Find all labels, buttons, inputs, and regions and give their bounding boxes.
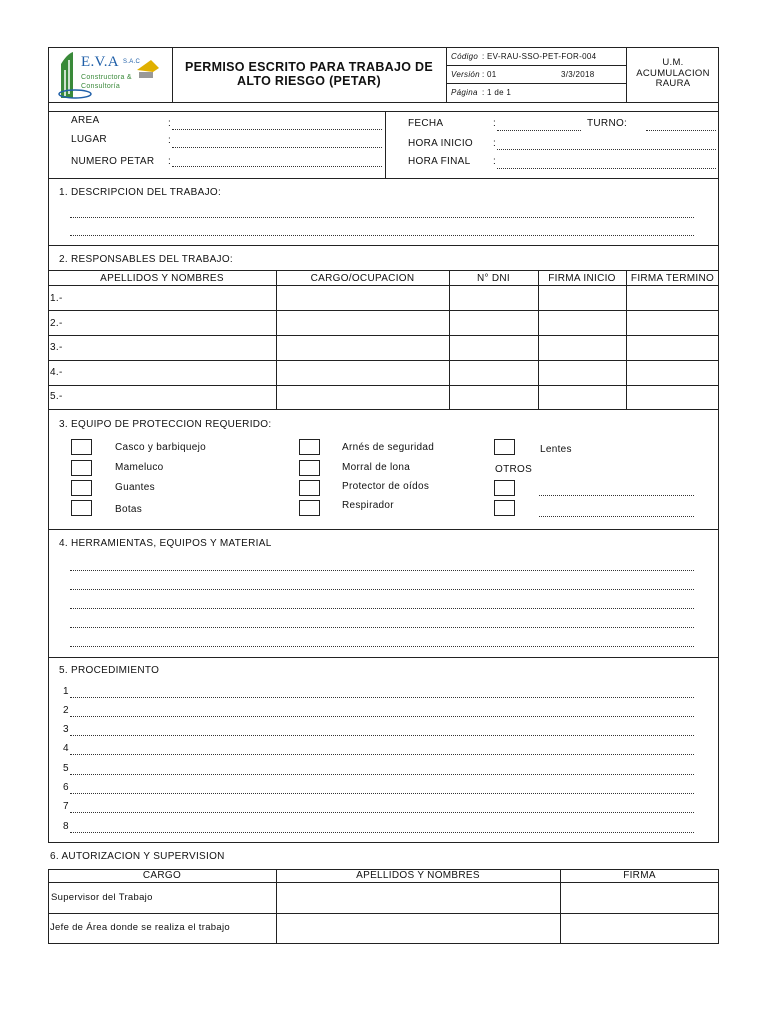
step-number: 7 <box>63 801 69 812</box>
checkbox-respirador[interactable] <box>299 500 320 516</box>
step-line[interactable] <box>70 774 694 775</box>
herramientas-line-1[interactable] <box>70 570 694 571</box>
version-date: 3/3/2018 <box>561 70 595 79</box>
logo-sub2: Consultoría <box>81 83 121 90</box>
herramientas-line-3[interactable] <box>70 608 694 609</box>
unit-line1: U.M. <box>662 57 684 68</box>
table-row[interactable]: 1.- <box>50 293 63 304</box>
checkbox-morral[interactable] <box>299 460 320 476</box>
hora-final-label: HORA FINAL <box>408 156 471 167</box>
fecha-colon: : <box>493 118 497 129</box>
lugar-colon: : <box>168 135 172 146</box>
section4-title: 4. HERRAMIENTAS, EQUIPOS Y MATERIAL <box>59 538 272 549</box>
resp-col-cargo: CARGO/OCUPACION <box>310 273 415 284</box>
label-arnes: Arnés de seguridad <box>342 442 435 453</box>
turno-field[interactable] <box>646 130 716 131</box>
unit-block <box>627 58 719 90</box>
label-morral: Morral de lona <box>342 462 411 473</box>
pagina-value: : 1 de 1 <box>482 88 512 97</box>
checkbox-otros-2[interactable] <box>494 500 515 516</box>
table-row[interactable]: 4.- <box>50 367 63 378</box>
otros-field-2[interactable] <box>539 516 694 517</box>
area-colon: : <box>168 118 172 129</box>
table-row[interactable]: 5.- <box>50 391 63 402</box>
form-title-line2: ALTO RIESGO (PETAR) <box>237 74 381 88</box>
form-title <box>176 60 442 88</box>
step-number: 8 <box>63 821 69 832</box>
version-label: Versión <box>451 70 480 79</box>
numero-petar-colon: : <box>168 156 172 167</box>
numero-petar-field[interactable] <box>172 166 382 167</box>
step-line[interactable] <box>70 697 694 698</box>
area-field[interactable] <box>172 129 382 130</box>
herramientas-line-4[interactable] <box>70 627 694 628</box>
step-number: 6 <box>63 782 69 793</box>
numero-petar-label: NUMERO PETAR <box>71 156 155 167</box>
lugar-label: LUGAR <box>71 134 107 145</box>
label-respirador: Respirador <box>342 500 394 511</box>
descripcion-line-1[interactable] <box>70 217 694 218</box>
codigo-value: : EV-RAU-SSO-PET-FOR-004 <box>482 52 597 61</box>
step-line[interactable] <box>70 793 694 794</box>
checkbox-casco[interactable] <box>71 439 92 455</box>
section-procedimiento <box>48 657 719 843</box>
section2-title: 2. RESPONSABLES DEL TRABAJO: <box>59 254 234 265</box>
hora-inicio-label: HORA INICIO <box>408 138 473 149</box>
table-row[interactable]: 2.- <box>50 318 63 329</box>
hora-final-field[interactable] <box>497 168 716 169</box>
checkbox-otros-1[interactable] <box>494 480 515 496</box>
label-protector-oidos: Protector de oídos <box>342 481 430 492</box>
label-botas: Botas <box>115 504 143 515</box>
unit-line2: ACUMULACION <box>636 67 710 79</box>
herramientas-line-2[interactable] <box>70 589 694 590</box>
descripcion-line-2[interactable] <box>70 235 694 236</box>
label-guantes: Guantes <box>115 482 155 493</box>
otros-field-1[interactable] <box>539 495 694 496</box>
hora-inicio-colon: : <box>493 138 497 149</box>
logo-sub1: Constructora & <box>81 74 132 81</box>
section1-title: 1. DESCRIPCION DEL TRABAJO: <box>59 187 222 198</box>
logo-text: E.V.A <box>81 54 119 70</box>
company-logo <box>55 50 167 100</box>
form-title-line1: PERMISO ESCRITO PARA TRABAJO DE <box>185 60 433 74</box>
table-row[interactable]: 3.- <box>50 342 63 353</box>
label-lentes: Lentes <box>540 444 572 455</box>
step-line[interactable] <box>70 754 694 755</box>
resp-col-firma-inicio: FIRMA INICIO <box>548 273 616 284</box>
checkbox-mameluco[interactable] <box>71 460 92 476</box>
step-line[interactable] <box>70 812 694 813</box>
fecha-label: FECHA <box>408 118 444 129</box>
hora-final-colon: : <box>493 156 497 167</box>
auth-col-cargo: CARGO <box>142 870 182 881</box>
auth-row-supervisor: Supervisor del Trabajo <box>51 892 153 903</box>
auth-col-firma: FIRMA <box>623 870 656 881</box>
hora-inicio-field[interactable] <box>497 149 716 150</box>
auth-col-nombres: APELLIDOS Y NOMBRES <box>356 870 480 881</box>
area-label: AREA <box>71 115 100 126</box>
section5-title: 5. PROCEDIMIENTO <box>59 665 160 676</box>
section3-title: 3. EQUIPO DE PROTECCION REQUERIDO: <box>59 419 272 430</box>
step-number: 2 <box>63 705 69 716</box>
step-number: 5 <box>63 763 69 774</box>
step-number: 4 <box>63 743 69 754</box>
label-otros: OTROS <box>495 464 533 475</box>
checkbox-protector-oidos[interactable] <box>299 480 320 496</box>
checkbox-guantes[interactable] <box>71 480 92 496</box>
version-value: : 01 <box>482 70 497 79</box>
auth-row-jefe-area: Jefe de Área donde se realiza el trabajo <box>50 922 230 933</box>
label-mameluco: Mameluco <box>115 462 164 473</box>
herramientas-line-5[interactable] <box>70 646 694 647</box>
resp-col-nombres: APELLIDOS Y NOMBRES <box>100 273 224 284</box>
fecha-field[interactable] <box>497 130 581 131</box>
resp-col-dni: N° DNI <box>476 273 511 284</box>
label-casco: Casco y barbiquejo <box>115 442 207 453</box>
lugar-field[interactable] <box>172 147 382 148</box>
resp-col-firma-termino: FIRMA TERMINO <box>630 273 715 284</box>
step-line[interactable] <box>70 716 694 717</box>
logo-sac: S.A.C <box>123 59 141 65</box>
section6-title: 6. AUTORIZACION Y SUPERVISION <box>50 851 225 862</box>
unit-line3: RAURA <box>655 78 691 89</box>
codigo-label: Código <box>451 52 479 61</box>
step-number: 1 <box>63 686 69 697</box>
checkbox-botas[interactable] <box>71 500 92 516</box>
turno-label: TURNO: <box>587 118 628 129</box>
step-line[interactable] <box>70 735 694 736</box>
pagina-label: Página <box>451 88 478 97</box>
checkbox-lentes[interactable] <box>494 439 515 455</box>
checkbox-arnes[interactable] <box>299 439 320 455</box>
step-line[interactable] <box>70 832 694 833</box>
step-number: 3 <box>63 724 69 735</box>
